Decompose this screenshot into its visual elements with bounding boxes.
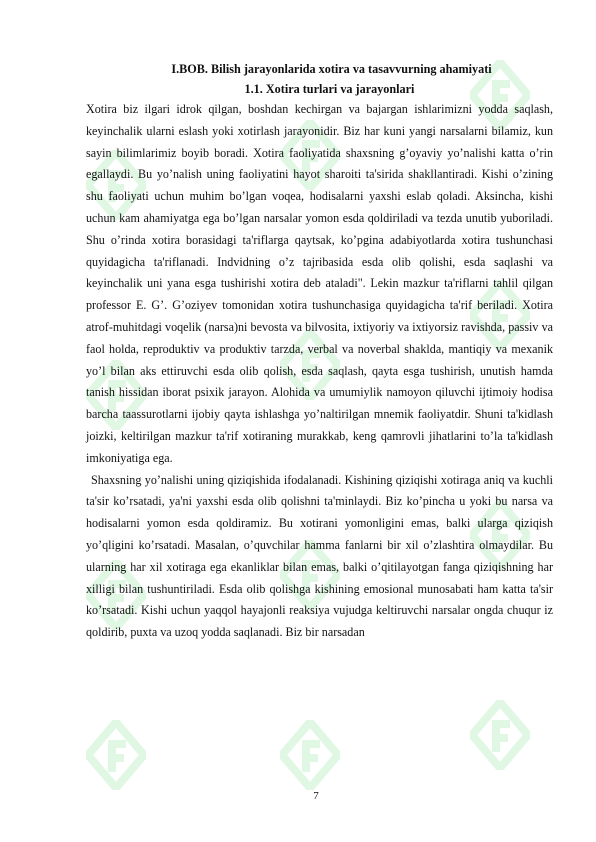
watermark-icon [280,720,340,790]
page-number: 7 [313,790,319,802]
section-title: 1.1. Xotira turlari va jarayonlari [244,82,415,96]
page-content [86,59,553,644]
body-paragraph: Xotira biz ilgari idrok qilgan, boshdan kechirgan va bajargan ishlarimizni yodda saqlash, keyinchalik ularni eslash yoki xotirlash jarayonidir. Biz har kuni yangi narsalarni bilamiz, kun sayin bilimlarimiz boyib boradi. Xotira faoliyatida shaxsning g’oyaviy yo’nalishi katta o’rin egallaydi. Bu yo’nalish uning faoliyatini hayot sharoiti ta'sirida shakllantiradi. Kishi o’zining shu faoliyati uchun muhim bo’lgan voqea, hodisalarni yaxshi eslab qoladi. Aksincha, kishi uchun kam ahamiyatga ega bo’lgan narsalar yomon esda qoldiriladi va tezda unutib yuboriladi. Shu o’rinda xotira borasidagi ta'riflarga qaytsak, ko’pgina adabiyotlarda xotira tushunchasi quyidagicha ta'riflanadi. Indvidning o’z tajribasida esda olib qolishi, esda saqlashi va keyinchalik uni yana esga tushirishi xotira deb ataladi". Lekin mazkur ta'riflarni tahlil qilgan professor E. G’. G’oziyev tomonidan xotira tushunchasiga quyidagicha ta'rif beriladi. Xotira atrof-muhitdagi voqelik (narsa)ni bevosta va bilvosita, ixtiyoriy va ixtiyorsiz ravishda, passiv va faol holda, reproduktiv va produktiv tarzda, verbal va noverbal shaklda, mantiqiy va mexanik yo’l bilan aks ettiruvchi esda olib qolish, esda saqlash, qayta esga tushirish, unutish hamda tanish hissidan iborat psixik jarayon. Alohida va umumiylik namoyon qiluvchi ijtimoiy hodisa barcha taassurotlarni ijobiy qayta ishlashga yo’naltirilgan mnemik faoliyatdir. Shuni ta'kidlash joizki, keltirilgan mazkur ta'rif xotiraning murakkab, keng qamrovli jihatlarini to’la ta'kidlash imkoniyatiga ega. [86,102,553,465]
watermark-icon [86,720,146,790]
body-paragraph: Shaxsning yo’nalishi uning qiziqishida ifodalanadi. Kishining qiziqishi xotiraga aniq va kuchli ta'sir ko’rsatadi, ya'ni yaxshi esda olib qolishni ta'minlaydi. Biz ko’pincha u yoki bu narsa va hodisalarni yomon esda qoldiramiz. Bu xotirani yomonligini emas, balki ularga qiziqish yo’qligini ko’rsatadi. Masalan, o’quvchilar hamma fanlarni bir xil o’zlashtira olmaydilar. Bu ularning har xil xotiraga ega ekanliklar bilan emas, balki o’qitilayotgan fanga qiziqishning har xilligi bilan tushuntiriladi. Esda olib qolishga kishining emosional munosabati ham katta ta'sir ko’rsatadi. Kishi uchun yaqqol hayajonli reaksiya vujudga keltiruvchi narsalar ongda chuqur iz qoldirib, puxta va uzoq yodda saqlanadi. Biz bir narsadan [86,472,553,640]
watermark-icon [470,700,530,770]
chapter-title: I.BOB. Bilish jarayonlarida xotira va tasavvurning ahamiyati [171,62,492,76]
